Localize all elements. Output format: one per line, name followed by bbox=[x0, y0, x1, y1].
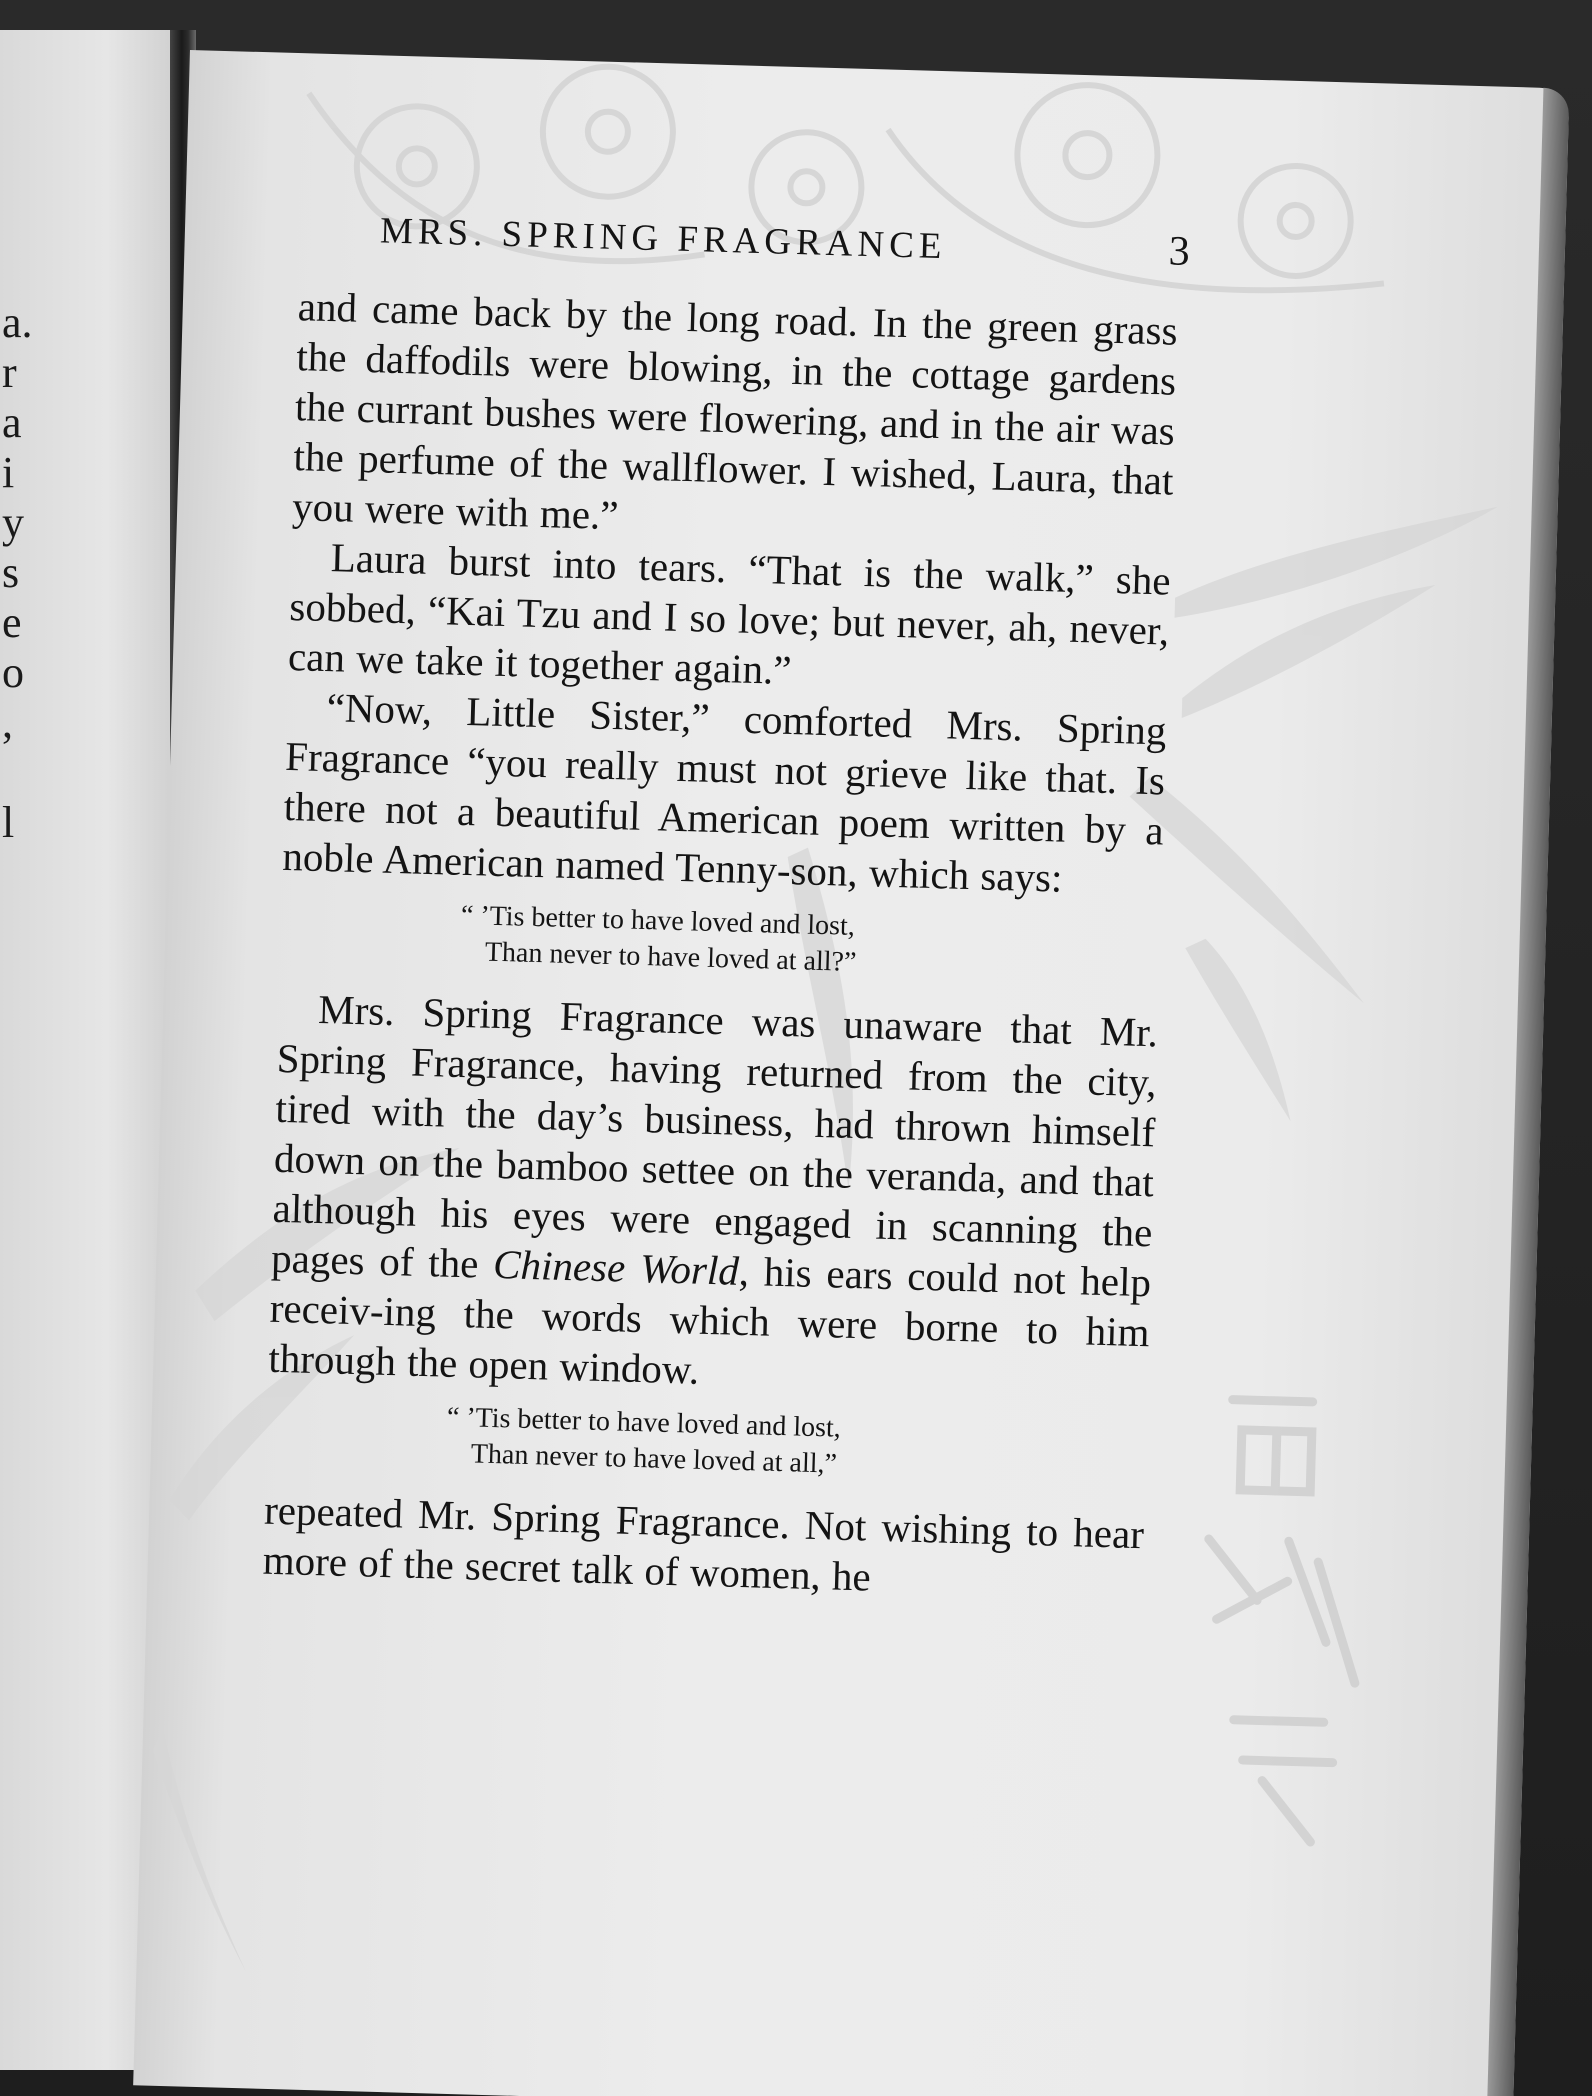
book-page bbox=[133, 50, 1569, 2096]
edge-char: a. bbox=[2, 298, 33, 347]
previous-page-text-fragments bbox=[2, 298, 32, 848]
paragraph-repeated: repeated Mr. Spring Fragrance. Not wishing to hear more of the secret talk of women, he bbox=[262, 1486, 1145, 1600]
edge-char: s bbox=[2, 548, 20, 597]
edge-char: , bbox=[2, 698, 13, 747]
edge-char bbox=[2, 748, 32, 798]
verse-line: “ ’Tis better to have loved and lost, bbox=[460, 899, 856, 942]
paragraph-mr-spring-fragrance bbox=[268, 983, 1159, 1407]
verse-line: Than never to have loved at all,” bbox=[470, 1438, 838, 1480]
running-title: MRS. SPRING FRAGRANCE bbox=[379, 210, 947, 268]
edge-char: r bbox=[2, 348, 17, 397]
verse-quotation-1 bbox=[279, 893, 1161, 990]
paragraph-text: , his ears could not help receiv-ing the words which were borne to him through the open window. bbox=[267, 1247, 1152, 1393]
verse-line: “ ’Tis better to have loved and lost, bbox=[446, 1401, 842, 1444]
edge-char: a bbox=[2, 398, 22, 447]
page-number: 3 bbox=[1168, 228, 1191, 275]
edge-char: i bbox=[2, 448, 15, 497]
edge-char: o bbox=[2, 648, 24, 697]
edge-char: y bbox=[2, 498, 24, 547]
edge-char: l bbox=[2, 798, 15, 847]
verse-line: Than never to have loved at all?” bbox=[484, 936, 857, 978]
paragraph-mrs-spring-fragrance: “Now, Little Sister,” comforted Mrs. Spring Fragrance “you really must not grieve like that. Is there not a beautiful American poem written by a noble American named Tenny-son, which says: bbox=[281, 684, 1168, 901]
verse-quotation-2 bbox=[265, 1395, 1147, 1492]
page-text-block bbox=[262, 203, 1191, 1609]
edge-char: e bbox=[2, 598, 22, 647]
newspaper-title: Chinese World bbox=[492, 1240, 740, 1294]
paragraph-text: Mrs. Spring Fragrance was unaware that Mr. Spring Fragrance, having returned from the city, tired with the day’s business, had thrown himself down on the bamboo settee on the veranda, and that although his eyes were engaged in scanning the pages of the bbox=[270, 985, 1159, 1287]
paragraph-continued: and came back by the long road. In the green grass the daffodils were blowing, in the cottage gardens the currant bushes were flowering, and in the air was the perfume of the wallflower. I wished, Laura, that you were with me.” bbox=[291, 283, 1179, 539]
paragraph-laura: Laura burst into tears. “That is the walk,” she sobbed, “Kai Tzu and I so love; but never, ah, never, can we take it together again.” bbox=[287, 534, 1172, 694]
